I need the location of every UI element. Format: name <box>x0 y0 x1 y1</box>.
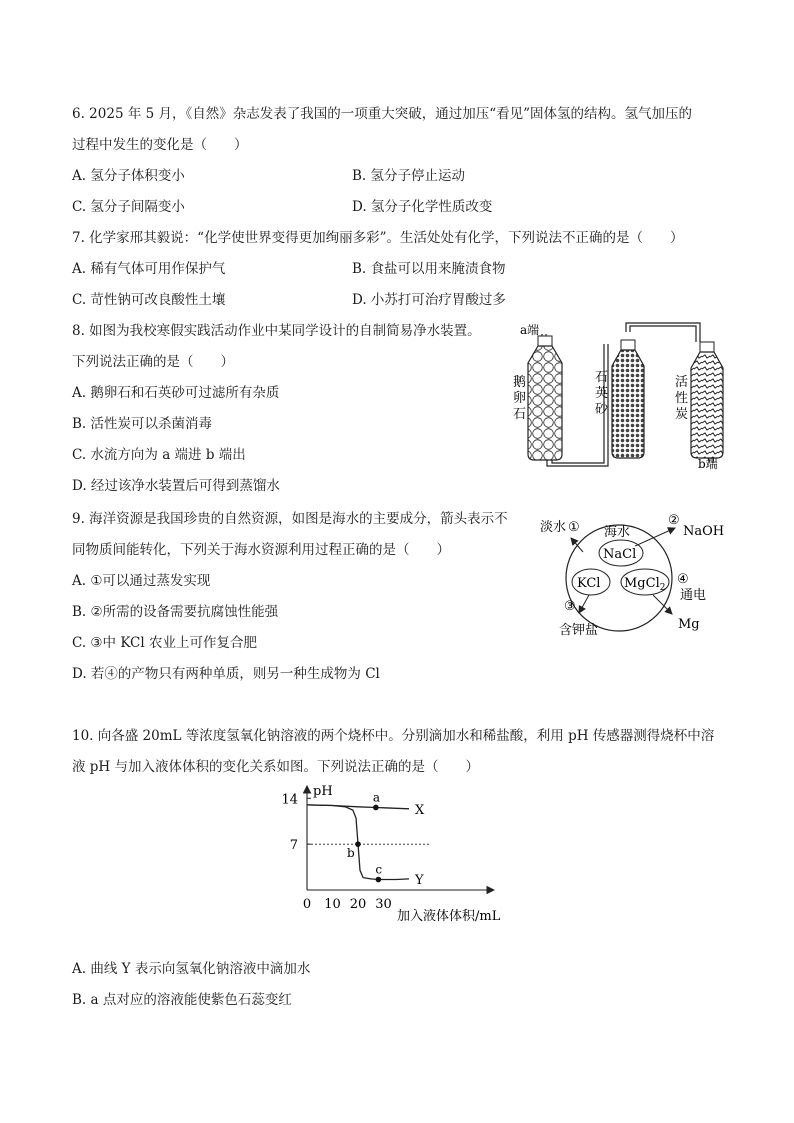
q8-stem-line2: 下列说法正确的是（ ） <box>72 354 234 370</box>
circle-1-label: ① <box>568 520 580 535</box>
q6-option-b: B. 氢分子停止运动 <box>352 168 466 184</box>
x-tick-label: 10 <box>324 897 341 912</box>
q10-option-b: B. a 点对应的溶液能使紫色石蕊变红 <box>72 992 292 1008</box>
seawater-label: 海水 <box>604 525 631 540</box>
q8-option-c: C. 水流方向为 a 端进 b 端出 <box>72 447 246 463</box>
b-end-label: b端 <box>698 457 718 471</box>
x-tick-label: 0 <box>302 897 312 912</box>
point-c <box>376 877 382 883</box>
q8-stem-line1: 8. 如图为我校寒假实践活动作业中某同学设计的自制简易净水装置。 <box>72 323 481 339</box>
q9-option-a: A. ①可以通过蒸发实现 <box>72 573 211 589</box>
ph-chart <box>280 782 510 932</box>
naoh-label: NaOH <box>683 524 725 539</box>
mgcl2-label: MgCl$_2$ <box>624 576 666 593</box>
bottle3-label-2: 性 <box>675 391 689 406</box>
series-x-label: X <box>415 802 425 818</box>
freshwater-label: 淡水 <box>540 520 567 535</box>
bottle3-label-3: 炭 <box>675 407 689 422</box>
q7-option-a: A. 稀有气体可用作保护气 <box>72 261 226 277</box>
q6-option-c: C. 氢分子间隔变小 <box>72 199 185 215</box>
x-tick-label: 20 <box>349 897 367 912</box>
x-axis-label: 加入液体体积/mL <box>397 909 501 924</box>
y-axis-label: pH <box>313 784 333 799</box>
q7-option-b: B. 食盐可以用来腌渍食物 <box>352 261 506 277</box>
bottle2-label-2: 英 <box>595 386 609 401</box>
q6-stem-line1: 6. 2025 年 5 月，《自然》杂志发表了我国的一项重大突破，通过加压“看见”固体氢的结构。氢气加压的 <box>72 106 693 122</box>
nacl-label: NaCl <box>603 547 637 562</box>
q8-option-b: B. 活性炭可以杀菌消毒 <box>72 416 213 432</box>
point-a <box>373 805 379 811</box>
bottle1-label-3: 石 <box>513 407 527 422</box>
q7-option-d: D. 小苏打可治疗胃酸过多 <box>352 292 506 308</box>
bottle3-label-1: 活 <box>675 375 689 390</box>
bottle2-label-1: 石 <box>595 370 609 385</box>
q7-option-c: C. 苛性钠可改良酸性土壤 <box>72 292 226 308</box>
potash-label: 含钾盐 <box>559 623 599 638</box>
point-a-label: a <box>372 790 381 805</box>
a-end-label: a端 <box>520 323 540 337</box>
q10-stem-line1: 10. 向各盛 20mL 等浓度氢氧化钠溶液的两个烧杯中。分别滴加水和稀盐酸，利用 pH 传感器测得烧杯中溶 <box>72 728 715 744</box>
q8-option-a: A. 鹅卵石和石英砂可过滤所有杂质 <box>72 385 280 401</box>
point-c-label: c <box>375 862 383 877</box>
circle-3-label: ③ <box>564 599 576 614</box>
electrolysis-label: 通电 <box>680 588 707 603</box>
q9-option-d: D. 若④的产物只有两种单质，则另一种生成物为 Cl <box>72 666 380 682</box>
q6-option-a: A. 氢分子体积变小 <box>72 168 185 184</box>
mg-label: Mg <box>678 617 700 632</box>
point-b-label: b <box>347 846 355 861</box>
series-y-label: Y <box>415 872 424 888</box>
q9-option-b: B. ②所需的设备需要抗腐蚀性能强 <box>72 604 279 620</box>
bottle2-label-3: 砂 <box>595 402 609 417</box>
x-tick-label: 30 <box>375 897 392 912</box>
q10-stem-line2: 液 pH 与加入液体体积的变化关系如图。下列说法正确的是（ ） <box>72 759 479 775</box>
q6-stem-line2: 过程中发生的变化是（ ） <box>72 137 248 153</box>
q9-stem-line2: 同物质间能转化，下列关于海水资源利用过程正确的是（ ） <box>72 542 450 558</box>
bottle1-label-2: 卵 <box>513 391 527 406</box>
q8-option-d: D. 经过该净水装置后可得到蒸馏水 <box>72 478 280 494</box>
bottle1-label-1: 鹅 <box>513 375 527 390</box>
kcl-label: KCl <box>577 576 601 591</box>
q9-stem-line1: 9. 海洋资源是我国珍贵的自然资源，如图是海水的主要成分，箭头表示不 <box>72 511 508 527</box>
circle-4-label: ④ <box>677 572 689 587</box>
q10-option-a: A. 曲线 Y 表示向氢氧化钠溶液中滴加水 <box>72 961 311 977</box>
point-b <box>355 841 361 847</box>
seawater-diagram <box>535 510 735 640</box>
circle-2-label: ② <box>668 513 680 528</box>
y-tick-label: 7 <box>289 838 298 854</box>
y-tick-label: 14 <box>281 792 298 808</box>
q7-stem: 7. 化学家邢其毅说：“化学使世界变得更加绚丽多彩”。生活处处有化学，下列说法不正确的是（ ） <box>72 230 684 246</box>
water-purifier-figure <box>510 318 735 478</box>
q9-option-c: C. ③中 KCl 农业上可作复合肥 <box>72 635 257 651</box>
q6-option-d: D. 氢分子化学性质改变 <box>352 199 493 215</box>
